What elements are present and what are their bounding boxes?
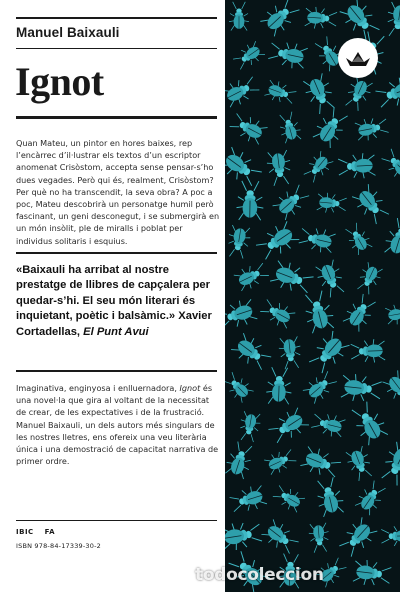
beetle-figure	[225, 519, 263, 552]
beetle-figure	[301, 72, 338, 115]
footer-rule	[16, 520, 217, 521]
beetle-figure	[271, 182, 312, 222]
beetle-figure	[385, 2, 400, 39]
ibic-code	[16, 528, 63, 536]
blurb-book-title: Ignot	[179, 383, 201, 393]
beetle-figure	[308, 523, 330, 553]
synopsis-text: Quan Mateu, un pintor en hores baixes, rep l’encàrrec d’il·lustrar els textos d’un escriptor anomenat Crisòstom, accepta sense pensar-s’ho dues vegades. Però qui és, realment, Crisòstom? Per què no ha transcendit, la seva obra? A poc a poc, Mateu descobrirà un personatge humil però fascinant, un geni desconegut, i se submergirà en un món insòlit, ple de miralls i poblat per individus solitaris i esquius.	[16, 138, 220, 246]
beetle-figure	[231, 40, 266, 73]
beetle-figure	[298, 224, 336, 254]
beetle-figure	[225, 370, 255, 404]
beetle-figure	[381, 525, 400, 547]
beetle-figure	[342, 221, 374, 256]
beetle-figure	[271, 482, 306, 514]
beetle-figure	[341, 292, 379, 333]
beetle-figure	[385, 301, 400, 326]
author-name: Manuel Baixauli	[16, 25, 120, 40]
beetle-figure	[305, 329, 351, 376]
beetle-illustration-panel	[225, 0, 400, 592]
book-title: Ignot	[15, 59, 104, 104]
beetle-figure	[264, 78, 298, 106]
beetle-figure	[266, 367, 292, 404]
beetle-figure	[300, 444, 343, 481]
beetle-figure	[379, 146, 400, 183]
title-rule	[16, 116, 217, 119]
beetle-figure	[267, 38, 308, 70]
beetle-figure	[266, 150, 293, 187]
watermark-text: todocoleccion	[195, 565, 324, 585]
paper-boat-icon	[338, 38, 378, 78]
beetle-figure	[341, 373, 383, 404]
quote-rule-bottom	[16, 370, 217, 372]
beetle-figure	[228, 110, 269, 147]
beetle-figure	[260, 518, 301, 557]
beetle-figure	[301, 289, 336, 333]
beetle-figure	[336, 516, 379, 560]
beetle-figure	[314, 259, 348, 299]
beetle-figure	[228, 484, 267, 516]
beetle-figure	[338, 0, 383, 44]
quote-attribution: Xavier Cortadellas,	[16, 310, 212, 338]
quote-source: El Punt Avui	[83, 325, 149, 338]
quote-text: «Baixauli ha arribat al nostre prestatge de llibres de capçalera per quedar-s’hi. El seu món literari és inquietant, poètic i balsàmic.»	[16, 264, 211, 323]
beetle-figure	[229, 2, 249, 31]
beetle-figure	[253, 219, 300, 263]
beetle-figure	[354, 115, 389, 142]
beetle-figure	[302, 368, 340, 405]
beetle-figure	[313, 476, 346, 517]
beetle-figure	[377, 441, 400, 488]
beetle-pattern-image	[225, 0, 400, 592]
beetle-figure	[225, 440, 256, 479]
top-rule	[16, 17, 217, 19]
beetle-figure	[374, 74, 400, 112]
beetle-figure	[263, 446, 297, 476]
ibic-label: IBIC	[16, 528, 34, 536]
beetle-figure	[278, 336, 303, 369]
ibic-value: FA	[44, 528, 56, 536]
beetle-figure	[382, 217, 400, 259]
isbn-number: ISBN 978-84-17339-30-2	[16, 542, 101, 550]
beetle-figure	[348, 399, 390, 446]
beetle-figure	[230, 331, 274, 373]
beetle-figure	[305, 6, 338, 30]
beetle-figure	[354, 261, 384, 295]
beetle-figure	[266, 406, 310, 447]
beetle-figure	[276, 111, 303, 144]
beetle-figure	[236, 181, 264, 221]
beetle-figure	[338, 153, 376, 180]
beetle-figure	[233, 260, 271, 293]
beetle-figure	[353, 559, 392, 588]
beetle-figure	[344, 445, 375, 482]
beetle-figure	[311, 105, 352, 149]
blurb-rest: és una novel·la que gira al voltant de la necessitat de crear, de les expectatives i de la frustració. Manuel Baixauli, un dels autors més singulars de les nostres lletres, ens ofereix una veu literària única i una demostració de capacitat narrativa de primer ordre.	[16, 383, 219, 467]
beetle-figure	[353, 478, 388, 516]
beetle-figure	[350, 183, 392, 227]
beetle-figure	[225, 73, 261, 109]
blurb-intro: Imaginativa, enginyosa i enlluernadora,	[16, 383, 177, 393]
publisher-logo	[338, 38, 378, 78]
beetle-figure	[342, 75, 374, 112]
press-quote	[16, 263, 221, 340]
beetle-figure	[259, 0, 303, 38]
beetle-figure	[237, 411, 262, 443]
beetle-figure	[225, 145, 265, 190]
beetle-figure	[301, 150, 335, 185]
beetle-figure	[225, 297, 258, 332]
beetle-figure	[310, 410, 346, 439]
beetle-figure	[226, 225, 252, 259]
beetle-figure	[258, 296, 296, 330]
quote-rule-top	[16, 252, 217, 254]
beetle-figure	[317, 192, 347, 214]
author-rule	[16, 48, 217, 49]
beetle-figure	[269, 258, 315, 297]
beetle-figure	[381, 369, 400, 410]
blurb-text	[16, 382, 221, 467]
beetle-figure	[351, 339, 386, 363]
